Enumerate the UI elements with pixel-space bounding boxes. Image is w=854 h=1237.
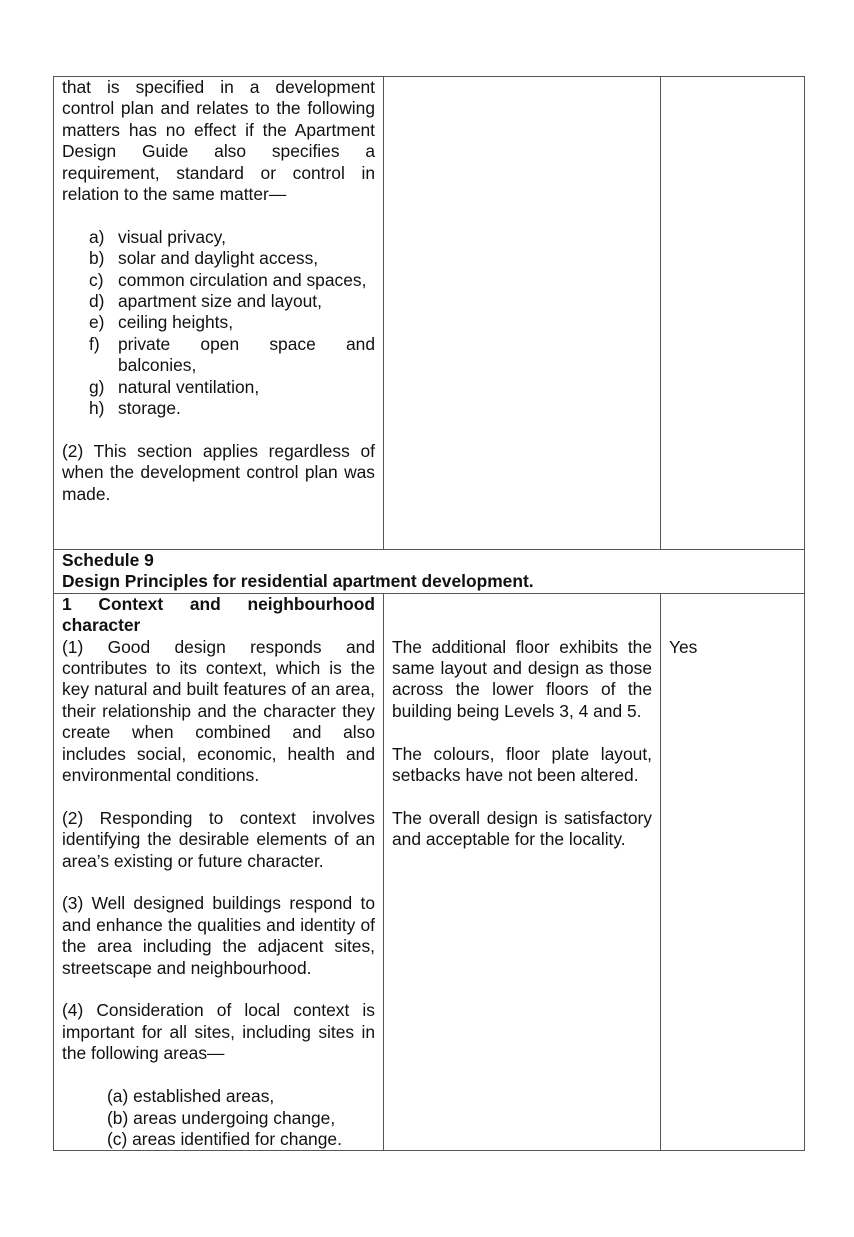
comment-paragraph: The colours, floor plate layout, setbacks have not been altered. xyxy=(392,743,652,786)
areas-list xyxy=(62,1086,375,1150)
spacer xyxy=(392,615,652,636)
comment-paragraph: The overall design is satisfactory and acceptable for the locality. xyxy=(392,807,652,850)
list-item: c) common circulation and spaces, xyxy=(89,269,367,290)
principle-heading: 1 Context and neighbourhood character xyxy=(62,593,375,636)
list-item: (c) areas identified for change. xyxy=(107,1128,342,1149)
spacer xyxy=(669,594,796,615)
spacer xyxy=(62,205,375,226)
comment-paragraph: The additional floor exhibits the same layout and design as those across the lower floors of the building being Levels 3, 4 and 5. xyxy=(392,636,652,721)
compliance-cell xyxy=(661,593,805,1151)
spacer xyxy=(62,419,375,440)
spacer xyxy=(62,979,375,1000)
schedule-title: Schedule 9 xyxy=(62,550,154,570)
schedule-header-cell xyxy=(54,550,805,594)
principle-paragraph: (1) Good design responds and contributes to its context, which is the key natural and built features of an area, their relationship and the character they create when combined and also includes social, economic, health and environmental conditions. xyxy=(62,636,375,786)
schedule-row xyxy=(54,550,805,594)
matters-list xyxy=(62,227,375,420)
compliance-cell xyxy=(661,77,805,550)
list-item: d) apartment size and layout, xyxy=(89,291,322,312)
assessment-table xyxy=(53,76,805,1151)
list-item: (b) areas undergoing change, xyxy=(107,1107,336,1128)
table-row xyxy=(54,77,805,550)
comment-cell xyxy=(384,593,661,1151)
spacer xyxy=(392,786,652,807)
spacer xyxy=(62,872,375,893)
control-cell xyxy=(54,77,384,550)
list-item: h) storage. xyxy=(89,398,181,419)
schedule-subtitle: Design Principles for residential apartment development. xyxy=(62,571,534,592)
spacer xyxy=(669,615,796,636)
spacer xyxy=(62,786,375,807)
list-item: a) visual privacy, xyxy=(89,226,226,247)
list-item: e) ceiling heights, xyxy=(89,312,234,333)
list-item: b) solar and daylight access, xyxy=(89,248,319,269)
control-cell xyxy=(54,593,384,1151)
table-row xyxy=(54,593,805,1151)
comment-cell xyxy=(384,77,661,550)
spacer xyxy=(62,1065,375,1086)
control-outro-text: (2) This section applies regardless of when the development control plan was made. xyxy=(62,440,375,504)
principle-paragraph: (4) Consideration of local context is important for all sites, including sites in the following areas— xyxy=(62,1000,375,1064)
compliance-value: Yes xyxy=(669,636,698,657)
spacer xyxy=(392,594,652,615)
control-intro-text: that is specified in a development control plan and relates to the following matters has no effect if the Apartment Design Guide also specifies a requirement, standard or control in relation to the same matter— xyxy=(62,77,375,205)
list-item: (a) established areas, xyxy=(107,1086,275,1107)
principle-paragraph: (3) Well designed buildings respond to and enhance the qualities and identity of the area including the adjacent sites, streetscape and neighbourhood. xyxy=(62,893,375,978)
list-item: f) private open space and balconies, xyxy=(89,333,375,376)
principle-paragraph: (2) Responding to context involves identifying the desirable elements of an area’s existing or future character. xyxy=(62,807,375,871)
list-item: g) natural ventilation, xyxy=(89,376,260,397)
spacer xyxy=(392,722,652,743)
